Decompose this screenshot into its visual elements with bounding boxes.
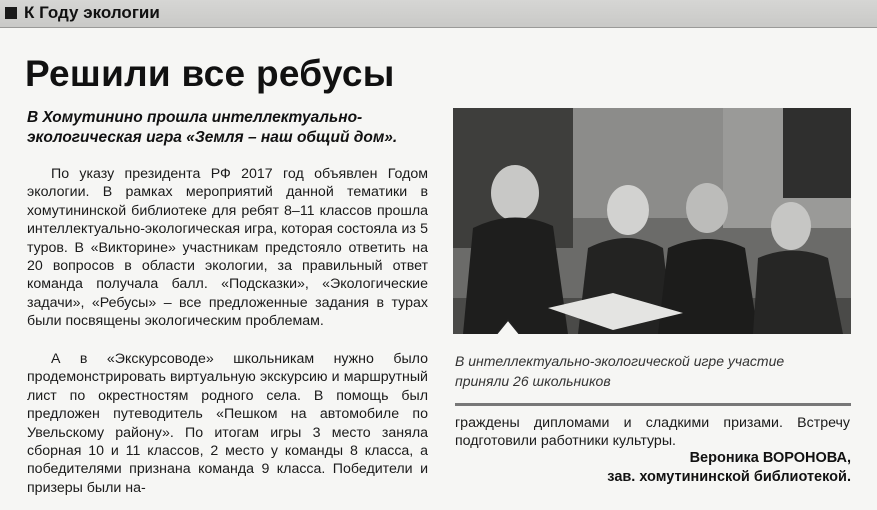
paragraph-2-text-part-2: граждены дипломами и сладкими призами. Встречу подготовили работники культуры. (455, 415, 850, 450)
photo-caption: В интеллектуально-экологической игре участие приняли 26 школьников (455, 353, 785, 389)
article-paragraph-2-start (27, 350, 428, 497)
author-title: зав. хомутининской библиотекой. (607, 469, 851, 485)
rubric-title: К Году экологии (24, 3, 160, 22)
rubric-marker-icon (5, 7, 17, 19)
article-photo (453, 108, 851, 334)
author-name: Вероника ВОРОНОВА, (689, 450, 851, 466)
rubric-bar (0, 0, 877, 28)
caption-divider (455, 403, 851, 406)
students-photo-image (453, 108, 851, 334)
article-lead: В Хомутинино прошла интеллектуально-экологическая игра «Земля – наш общий дом». (27, 109, 398, 146)
article-headline: Решили все ребусы (25, 53, 395, 94)
article-paragraph-1 (27, 165, 428, 331)
paragraph-2-text-part-1: А в «Экскурсоводе» школьникам нужно было продемонстрировать виртуальную экскурсию и маршрутный лист по окрестностям родного села. В помощь был предложен путеводитель «Пешком на автомобиле по Увельскому району». По итогам игры 3 место заняла сборная 10 и 11 классов, 2 место у команды 8 класса, а победителями признана команда 9 класса. Победители и призеры были на- (27, 351, 428, 496)
paragraph-1-text: По указу президента РФ 2017 год объявлен Годом экологии. В рамках мероприятий данной тематики в хомутининской библиотеке для ребят 8–11 классов прошла интеллектуально-экологическая игра, которая состояла из 5 туров. В «Викторине» участникам предстояло ответить на 20 вопросов в области экологии, за правильный ответ команда получала балл. «Подсказки», «Экологические задачи», «Ребусы» – все предложенные задания в турах были посвящены экологическим проблемам. (27, 166, 428, 330)
